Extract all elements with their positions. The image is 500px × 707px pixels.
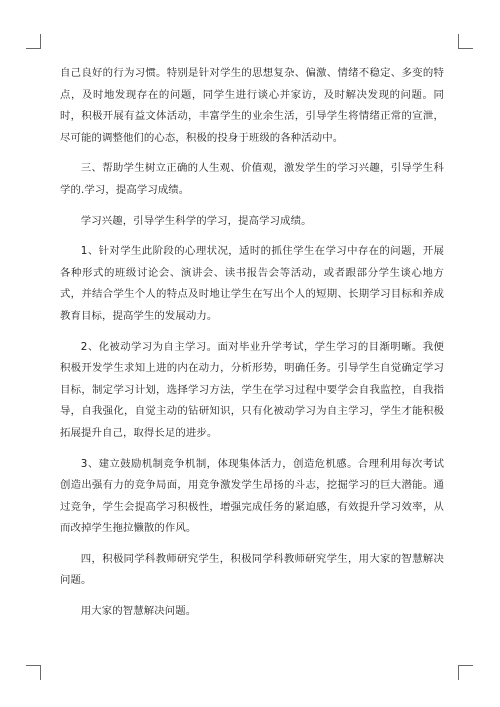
paragraph-continuation: 自己良好的行为习惯。特别是针对学生的思想复杂、偏激、情绪不稳定、多变的特点，及时地发现存在的问题，同学生进行谈心并家访，及时解决发现的问题。同时，积极开展有益文体活动，丰富学生的业余生活，引导学生将情绪正常的宣泄，尽可能的调整他们的心态，积极的投身于班级的各种活动中。 bbox=[60, 67, 444, 144]
crop-mark-top-left bbox=[26, 34, 41, 49]
crop-mark-bottom-right bbox=[458, 665, 473, 680]
paragraph-section-three: 三、帮助学生树立正确的人生观、价值观，激发学生的学习兴趣，引导学生科学的.学习，提高学习成绩。 bbox=[60, 162, 444, 196]
crop-mark-bottom-left bbox=[26, 665, 41, 680]
document-body bbox=[60, 63, 444, 632]
paragraph-item-three: 3、建立鼓励机制竞争机制，体现集体活力，创造危机感。合理利用每次考试创造出强有力的竞争局面，用竞争激发学生昂扬的斗志，挖掘学习的巨大潜能。通过竞争，学生会提高学习积极性，增强完成任务的紧迫感，有效提升学习效率，从而改掉学生拖拉懒散的作风。 bbox=[60, 457, 444, 535]
paragraph-section-four: 四，积极同学科教师研究学生，积极同学科教师研究学生，用大家的智慧解决问题。 bbox=[60, 552, 444, 587]
paragraph-item-one: 1、针对学生此阶段的心理状况，适时的抓住学生在学习中存在的问题，开展各种形式的班级讨论会、演讲会、读书报告会等活动，或者跟部分学生谈心地方式，并结合学生个人的特点及时地让学生在写出个人的短期、长期学习目标和养成教育目标，提高学生的发展动力。 bbox=[60, 245, 444, 322]
paragraph-closing: 用大家的智慧解决问题。 bbox=[80, 605, 197, 618]
paragraph-item-two: 2、化被动学习为自主学习。面对毕业升学考试，学生学习的目渐明晰。我便积极开发学生求知上进的内在动力，分析形势，明确任务。引导学生自觉确定学习目标，制定学习计划，选择学习方法，学生在学习过程中要学会自我监控，自我指导，自我强化，自觉主动的钻研知识，只有化被动学习为自主学习，学生才能积极拓展提升自己，取得长足的进步。 bbox=[60, 340, 444, 439]
paragraph-learning-interest: 学习兴趣，引导学生科学的学习，提高学习成绩。 bbox=[80, 214, 312, 227]
crop-mark-top-right bbox=[458, 34, 473, 49]
